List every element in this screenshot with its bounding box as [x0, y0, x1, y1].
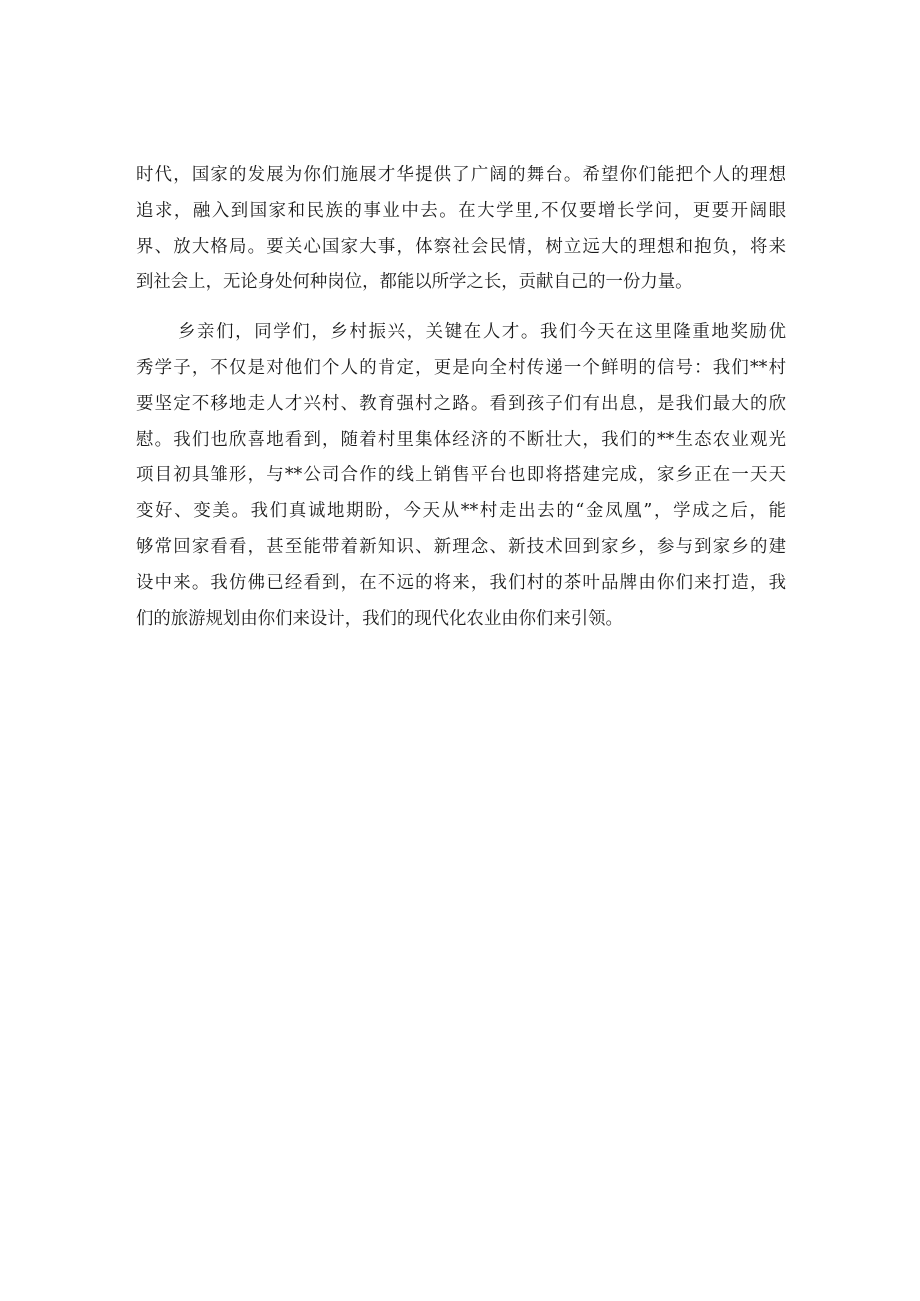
text-line: 够常回家看看，甚至能带着新知识、新理念、新技术回到家乡，参与到家乡的建 — [136, 536, 786, 557]
text-line: 设中来。我仿佛已经看到，在不远的将来，我们村的茶叶品牌由你们来打造，我 — [136, 572, 786, 593]
text-line: 到社会上，无论身处何种岗位，都能以所学之长，贡献自己的一份力量。 — [136, 272, 693, 293]
text-line: 项目初具雏形，与**公司合作的线上销售平台也即将搭建完成，家乡正在一天天 — [136, 465, 786, 486]
document-body — [136, 158, 786, 637]
text-line: 时代，国家的发展为你们施展才华提供了广阔的舞台。希望你们能把个人的理想 — [136, 165, 786, 185]
paragraph-1 — [136, 158, 786, 301]
text-line: 要坚定不移地走人才兴村、教育强村之路。看到孩子们有出息，是我们最大的欣 — [136, 393, 786, 414]
text-line: 界、放大格局。要关心国家大事，体察社会民情，树立远大的理想和抱负，将来 — [136, 236, 786, 257]
paragraph-2 — [136, 315, 786, 637]
text-line: 追求，融入到国家和民族的事业中去。在大学里,不仅要增长学问，更要开阔眼 — [136, 200, 786, 221]
text-line: 们的旅游规划由你们来设计，我们的现代化农业由你们来引领。 — [136, 608, 623, 629]
text-line: 秀学子，不仅是对他们个人的肯定，更是向全村传递一个鲜明的信号：我们**村 — [136, 357, 786, 378]
text-line: 慰。我们也欣喜地看到，随着村里集体经济的不断壮大，我们的**生态农业观光 — [136, 429, 786, 450]
text-line: 变好、变美。我们真诚地期盼，今天从**村走出去的“金凤凰”，学成之后，能 — [136, 501, 786, 522]
text-line: 乡亲们，同学们，乡村振兴，关键在人才。我们今天在这里隆重地奖励优 — [178, 322, 786, 343]
